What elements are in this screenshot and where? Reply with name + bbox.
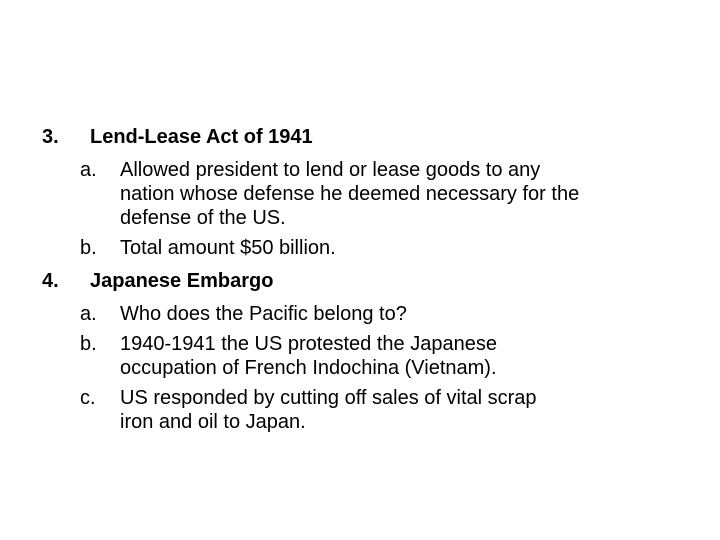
sub-item-line: Total amount $50 billion.	[120, 237, 336, 259]
sub-item-line: Who does the Pacific belong to?	[120, 303, 407, 325]
sub-item	[42, 236, 682, 260]
sub-item	[42, 332, 682, 380]
sub-item-letter: b.	[80, 237, 97, 259]
outline-item-lend-lease	[42, 122, 682, 260]
sub-item-line: iron and oil to Japan.	[120, 411, 306, 433]
item-heading	[42, 122, 682, 158]
outline-item-japanese-embargo	[42, 266, 682, 434]
item-number: 3.	[42, 126, 59, 148]
sub-item	[42, 302, 682, 326]
item-number: 4.	[42, 270, 59, 292]
sub-item-line: Allowed president to lend or lease goods to any	[120, 159, 541, 181]
sub-item-line: occupation of French Indochina (Vietnam).	[120, 357, 497, 379]
sub-item-line: 1940-1941 the US protested the Japanese	[120, 333, 497, 355]
sub-item-letter: a.	[80, 159, 97, 181]
sub-item-letter: b.	[80, 333, 97, 355]
sub-item-letter: a.	[80, 303, 97, 325]
item-heading-text: Lend-Lease Act of 1941	[90, 126, 313, 148]
outline-list	[42, 122, 682, 434]
sub-item	[42, 158, 682, 230]
item-heading-text: Japanese Embargo	[90, 270, 274, 292]
sub-item-letter: c.	[80, 387, 96, 409]
sub-item-line: defense of the US.	[120, 207, 286, 229]
sub-item-line: nation whose defense he deemed necessary for the	[120, 183, 580, 205]
sub-item	[42, 386, 682, 434]
item-heading	[42, 266, 682, 302]
sub-item-line: US responded by cutting off sales of vital scrap	[120, 387, 537, 409]
